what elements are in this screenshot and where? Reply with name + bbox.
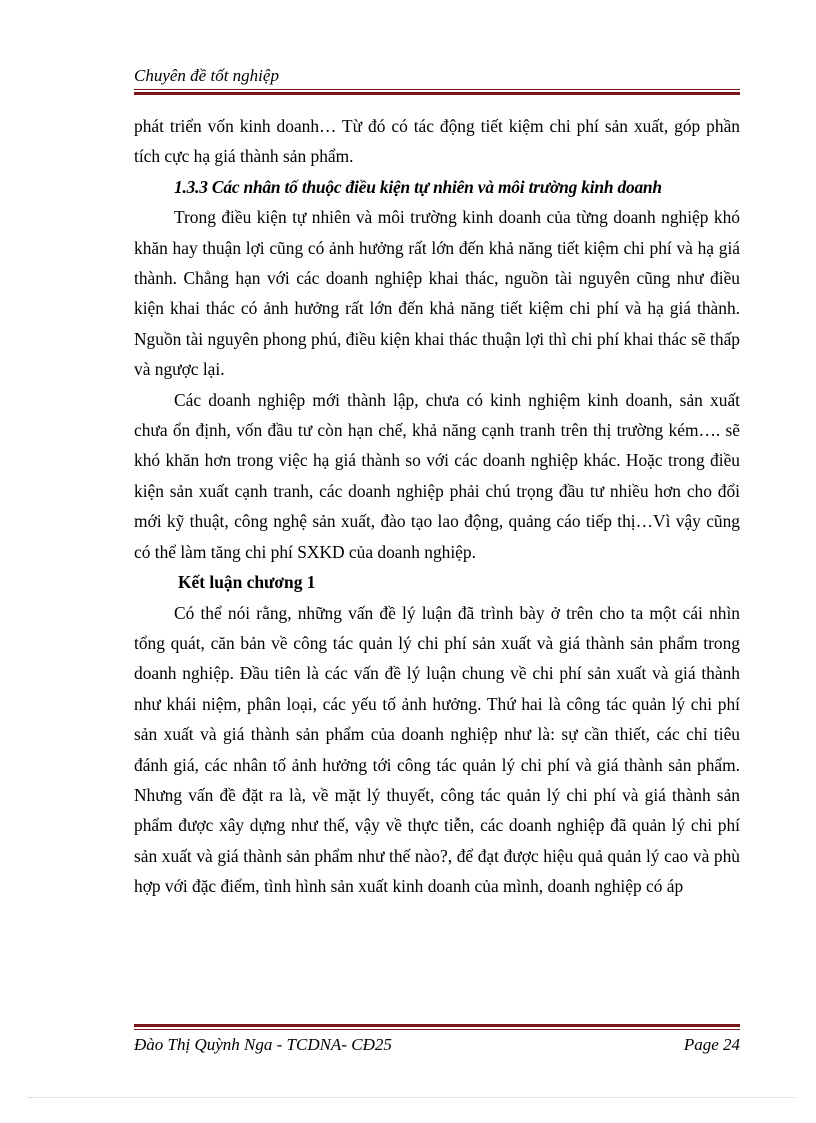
header-title: Chuyên đề tốt nghiệp <box>134 66 279 85</box>
page-number: Page 24 <box>683 1035 740 1054</box>
chapter-conclusion-heading: Kết luận chương 1 <box>178 572 316 593</box>
paragraph: Có thể nói rằng, những vấn đề lý luận đã trình bày ở trên cho ta một cái nhìn tổng quát, căn bản về công tác quản lý chi phí sản xuất và giá thành sản phẩm trong doanh nghiệp. Đầu tiên là các vấn đề lý luận chung về chi phí sản xuất và giá thành như khái niệm, phân loại, các yếu tố ảnh hưởng. Thứ hai là công tác quản lý chi phí sản xuất và giá thành sản phẩm của doanh nghiệp như là: sự cần thiết, các chỉ tiêu đánh giá, các nhân tố ảnh hưởng tới công tác quản lý chi phí và giá thành sản phẩm. Nhưng vấn đề đặt ra là, về mặt lý thuyết, công tác quản lý chi phí và giá thành sản phẩm được xây dựng như thế, vậy về thực tiễn, các doanh nghiệp đã quản lý chi phí sản xuất và giá thành sản phẩm như thế nào?, để đạt được hiệu quả quản lý cao và phù hợp với đặc điểm, tình hình sản xuất kinh doanh của mình, doanh nghiệp có áp <box>134 602 740 897</box>
footer-divider <box>134 1024 740 1030</box>
paragraph: Các doanh nghiệp mới thành lập, chưa có kinh nghiệm kinh doanh, sản xuất chưa ổn định, vốn đầu tư còn hạn chế, khả năng cạnh tranh trên thị trường kém…. sẽ khó khăn hơn trong việc hạ giá thành so với các doanh nghiệp khác. Hoặc trong điều kiện sản xuất cạnh tranh, các doanh nghiệp phải chú trọng đầu tư nhiều hơn cho đổi mới kỹ thuật, công nghệ sản xuất, đào tạo lao động, quảng cáo tiếp thị…Vì vậy cũng có thể làm tăng chi phí SXKD của doanh nghiệp. <box>134 389 740 562</box>
paragraph-continued: phát triển vốn kinh doanh… Từ đó có tác động tiết kiệm chi phí sản xuất, góp phần tích cực hạ giá thành sản phẩm. <box>134 116 740 167</box>
paragraph: Trong điều kiện tự nhiên và môi trường kinh doanh của từng doanh nghiệp khó khăn hay thuận lợi cũng có ảnh hưởng rất lớn đến khả năng tiết kiệm chi phí và hạ giá thành. Chẳng hạn với các doanh nghiệp khai thác, nguồn tài nguyên cũng như điều kiện khai thác có ảnh hưởng rất lớn đến khả năng tiết kiệm chi phí và hạ giá thành. Nguồn tài nguyên phong phú, điều kiện khai thác thuận lợi thì chi phí khai thác sẽ thấp và ngược lại. <box>134 207 740 380</box>
section-heading: 1.3.3 Các nhân tố thuộc điều kiện tự nhiên và môi trường kinh doanh <box>174 176 662 197</box>
header-divider <box>134 89 740 95</box>
page-boundary <box>28 1097 796 1098</box>
page-body <box>134 111 740 902</box>
footer-author: Đào Thị Quỳnh Nga - TCDNA- CĐ25 <box>134 1035 392 1054</box>
